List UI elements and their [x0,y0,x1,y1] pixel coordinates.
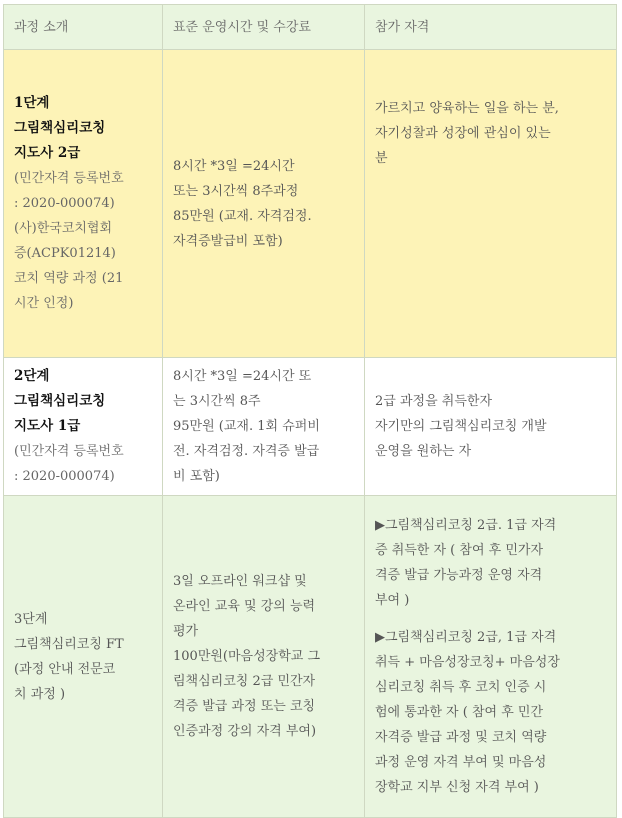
fee-line: 85만원 (교재. 자격검정. [173,208,312,224]
time-line: 8시간 *3일 =24시간 [173,158,295,174]
course-intro-cell [4,50,163,358]
fee-line: 비 포함) [173,469,220,484]
level-label: 1단계 [14,95,50,111]
table-row [4,50,617,358]
time-line: 3일 오프라인 워크샵 및 [173,574,307,589]
qual-line: 자기성찰과 성장에 관심이 있는 [375,126,551,141]
level-label: 2단계 [14,368,50,384]
intro-line: 시간 인정) [14,296,74,311]
qual-line: 2급 과정을 취득한자 [375,394,492,409]
table-header-row [4,5,617,50]
qual-line: 자기만의 그림책심리코칭 개발 [375,419,547,434]
intro-line: 코치 역량 과정 (21 [14,271,124,286]
course-name: 그림책심리코칭 FT [14,636,124,652]
qual-line: 자격증 발급 과정 및 코치 역량 [375,730,547,745]
header-qualification: 참가 자격 [365,5,617,50]
qual-line: ▶그림책심리코칭 2급. 1급 자격 [375,518,557,533]
qual-line: 과정 운영 자격 부여 및 마음성 [375,755,547,770]
header-time-fee: 표준 운영시간 및 수강료 [163,5,365,50]
qualification-cell [365,358,617,496]
qual-line: 가르치고 양육하는 일을 하는 분, [375,101,559,116]
course-intro-cell [4,358,163,496]
qual-line: ▶그림책심리코칭 2급, 1급 자격 [375,630,557,645]
table-row [4,496,617,818]
time-fee-cell [163,496,365,818]
time-line: 는 3시간씩 8주 [173,394,261,409]
intro-line: : 2020-000074) [14,196,115,211]
intro-line: 치 과정 ) [14,686,66,702]
qual-line: 험에 통과한 자 ( 참여 후 민간 [375,705,544,720]
fee-line: 림책심리코칭 2급 민간자 [173,674,316,689]
time-line: 또는 3시간씩 8주과정 [173,183,299,199]
intro-line: : 2020-000074) [14,469,115,484]
intro-line: (사)한국코치협회 [14,221,113,236]
intro-line: (민간자격 등록번호 [14,171,124,186]
time-line: 온라인 교육 및 강의 능력 [173,599,316,614]
time-fee-cell [163,358,365,496]
qual-line: 운영을 원하는 자 [375,444,472,459]
course-name: 그림책심리코칭 [14,393,106,409]
intro-line: (과정 안내 전문코 [14,661,116,677]
fee-line: 자격증발급비 포함) [173,233,283,249]
header-course-intro: 과정 소개 [4,5,163,50]
course-grade: 지도사 2급 [14,145,81,161]
course-name: 그림책심리코칭 [14,120,106,136]
qual-line: 증 취득한 자 ( 참여 후 민가자 [375,543,544,558]
qual-line: 취득 + 마음성장코칭+ 마음성장 [375,655,560,670]
fee-line: 격증 발급 과정 또는 코칭 [173,699,316,714]
fee-line: 인증과정 강의 자격 부여) [173,724,317,739]
paragraph-gap [375,613,606,625]
time-line: 평가 [173,624,199,639]
table-row [4,358,617,496]
fee-line: 전. 자격검정. 자격증 발급 [173,444,320,459]
intro-line: (민간자격 등록번호 [14,444,124,459]
qual-line: 분 [375,151,388,166]
qualification-cell [365,50,617,358]
qual-line: 심리코칭 취득 후 코치 인증 시 [375,680,547,695]
fee-line: 100만원(마음성장학교 그 [173,649,321,664]
course-intro-cell [4,496,163,818]
course-table [3,4,617,818]
level-label: 3단계 [14,611,48,627]
qualification-cell [365,496,617,818]
qual-line: 장학교 지부 신청 자격 부여 ) [375,780,539,795]
qual-line: 부여 ) [375,593,410,608]
intro-line: 증(ACPK01214) [14,246,116,261]
qual-line: 격증 발급 가능과정 운영 자격 [375,568,543,583]
fee-line: 95만원 (교재. 1회 슈퍼비 [173,419,320,434]
course-grade: 지도사 1급 [14,418,81,434]
time-fee-cell [163,50,365,358]
time-line: 8시간 *3일 =24시간 또 [173,369,312,384]
